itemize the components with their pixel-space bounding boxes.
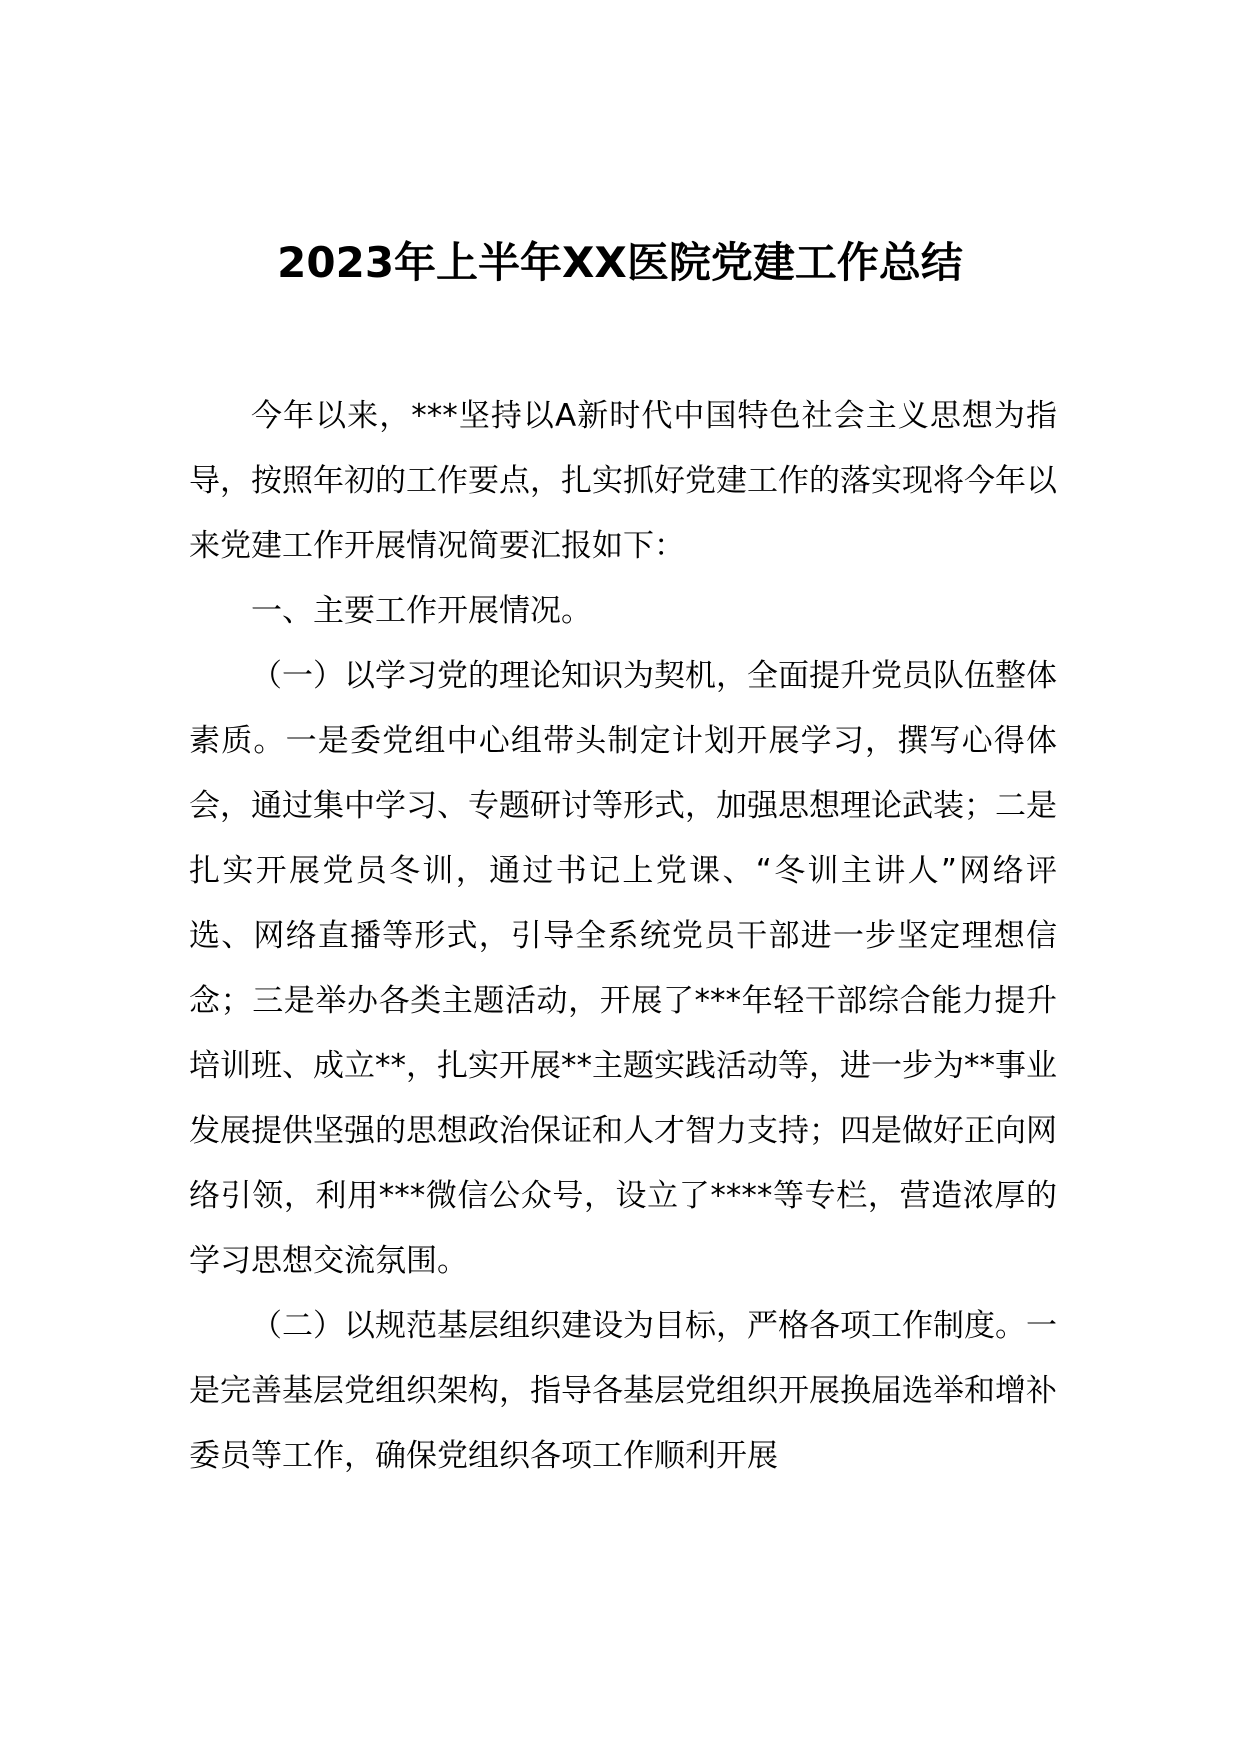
document-title: 2023年上半年XX医院党建工作总结	[277, 238, 963, 288]
paragraph-intro: 今年以来，***坚持以A新时代中国特色社会主义思想为指导，按照年初的工作要点，扎实抓好党建工作的落实现将今年以来党建工作开展情况简要汇报如下：	[189, 398, 1057, 564]
document-body	[189, 384, 1057, 1489]
section-heading: 一、主要工作开展情况。	[251, 593, 592, 629]
paragraph-section-1: （一）以学习党的理论知识为契机，全面提升党员队伍整体素质。一是委党组中心组带头制定计划开展学习，撰写心得体会，通过集中学习、专题研讨等形式，加强思想理论武装；二是扎实开展党员冬训，通过书记上党课、“冬训主讲人”网络评选、网络直播等形式，引导全系统党员干部进一步坚定理想信念；三是举办各类主题活动，开展了***年轻干部综合能力提升培训班、成立**，扎实开展**主题实践活动等，进一步为**事业发展提供坚强的思想政治保证和人才智力支持；四是做好正向网络引领，利用***微信公众号，设立了****等专栏，营造浓厚的学习思想交流氛围。	[189, 658, 1057, 1279]
paragraph-section-2: （二）以规范基层组织建设为目标，严格各项工作制度。一是完善基层党组织架构，指导各基层党组织开展换届选举和增补委员等工作，确保党组织各项工作顺利开展	[189, 1308, 1057, 1474]
